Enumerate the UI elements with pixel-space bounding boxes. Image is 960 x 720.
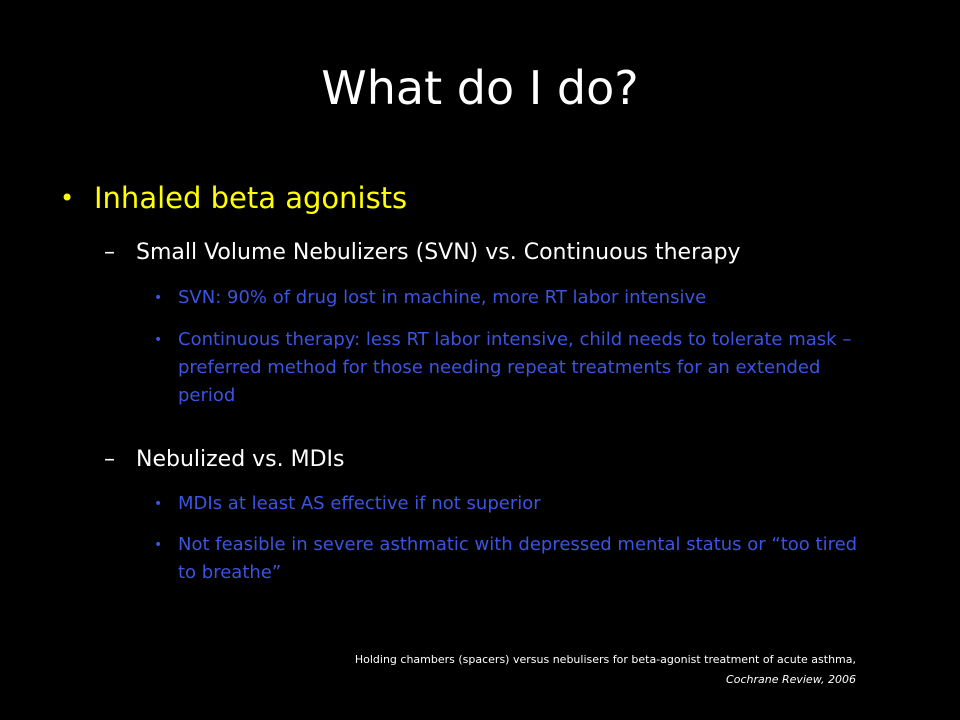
reference-source: Cochrane Review, 2006 [726,673,856,686]
bullet-dot-icon: • [60,184,75,212]
point-text: Continuous therapy: less RT labor intensive, child needs to tolerate mask – preferred method for those needing repeat treatments for an extended period [178,329,852,406]
bullet-dot-icon: • [154,332,163,348]
dash-icon: – [104,240,115,265]
reference [355,650,856,690]
bullet-dot-icon: • [154,537,163,553]
point-text: Not feasible in severe asthmatic with depressed mental status or “too tired to breathe” [178,534,858,583]
bullet-dot-icon: • [154,496,163,512]
bullet-dot-icon: • [154,290,163,306]
point-text: SVN: 90% of drug lost in machine, more RT labor intensive [178,287,707,308]
sub-bullet-text: Small Volume Nebulizers (SVN) vs. Continuous therapy [136,240,741,265]
bullet-text: Inhaled beta agonists [94,181,408,215]
sub-bullet-text: Nebulized vs. MDIs [136,447,345,472]
point-text: MDIs at least AS effective if not superior [178,493,541,514]
dash-icon: – [104,447,115,472]
reference-title: Holding chambers (spacers) versus nebulisers for beta-agonist treatment of acute asthma, [354,653,856,666]
slide-title: What do I do? [321,61,639,115]
